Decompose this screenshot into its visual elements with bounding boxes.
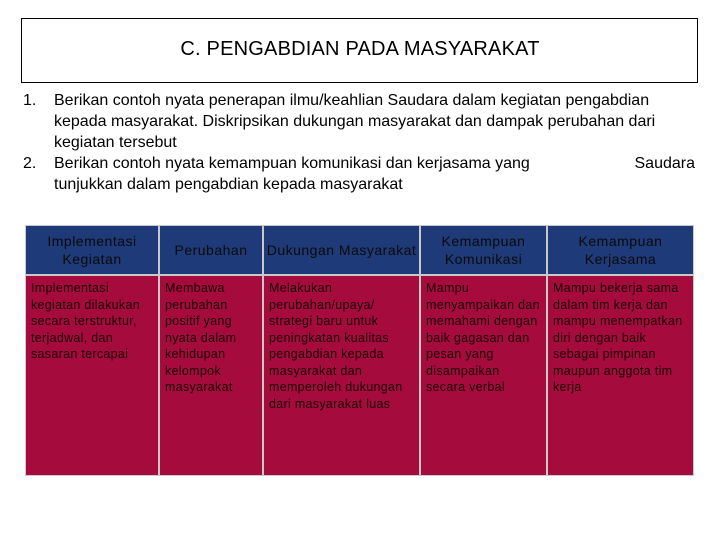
table-cell: Melakukan perubahan/upaya/ strategi baru untuk peningkatan kualitas pengabdian kepada masyarakat dan memperoleh dukungan dari masyarakat luas: [263, 275, 420, 476]
question-item: [23, 153, 695, 195]
question-list: [23, 90, 695, 195]
table-header-cell: [420, 225, 547, 275]
question-item: [23, 90, 695, 153]
table-cell: Implementasi kegiatan dilakukan secara terstruktur, terjadwal, dan sasaran tercapai: [25, 275, 159, 476]
table-cell: Mampu menyampaikan dan memahami dengan baik gagasan dan pesan yang disampaikan secara verbal: [420, 275, 547, 476]
question-number: 1.: [23, 92, 37, 109]
question-number: 2.: [23, 155, 37, 172]
table-header-cell: [159, 225, 263, 275]
table-cell: Membawa perubahan positif yang nyata dalam kehidupan kelompok masyarakat: [159, 275, 263, 476]
question-text-end: Saudara: [634, 155, 695, 172]
table-header-label: Dukungan Masyarakat: [266, 242, 417, 258]
table-header-label: Perubahan: [174, 242, 248, 258]
table-header-label: Implementasi Kegiatan: [47, 233, 137, 267]
question-text: Berikan contoh nyata penerapan ilmu/keahlian Saudara dalam kegiatan pengabdian kepada masyarakat. Diskripsikan dukungan masyarakat dan dampak perubahan dari kegiatan tersebut: [54, 92, 656, 151]
question-text: Berikan contoh nyata kemampuan komunikasi dan kerjasama yang: [54, 155, 530, 172]
table-header-label: Kemampuan Komunikasi: [441, 233, 526, 267]
table-header-cell: [263, 225, 420, 275]
table-header-cell: [547, 225, 694, 275]
table-header-label: Kemampuan Kerjasama: [578, 233, 663, 267]
page-title: C. PENGABDIAN PADA MASYARAKAT: [180, 38, 540, 60]
question-text-continued: tunjukkan dalam pengabdian kepada masyarakat: [54, 176, 403, 193]
table-cell: Mampu bekerja sama dalam tim kerja dan mampu menempatkan diri dengan baik sebagai pimpinan maupun anggota tim kerja: [547, 275, 694, 476]
table-header-cell: [25, 225, 159, 275]
